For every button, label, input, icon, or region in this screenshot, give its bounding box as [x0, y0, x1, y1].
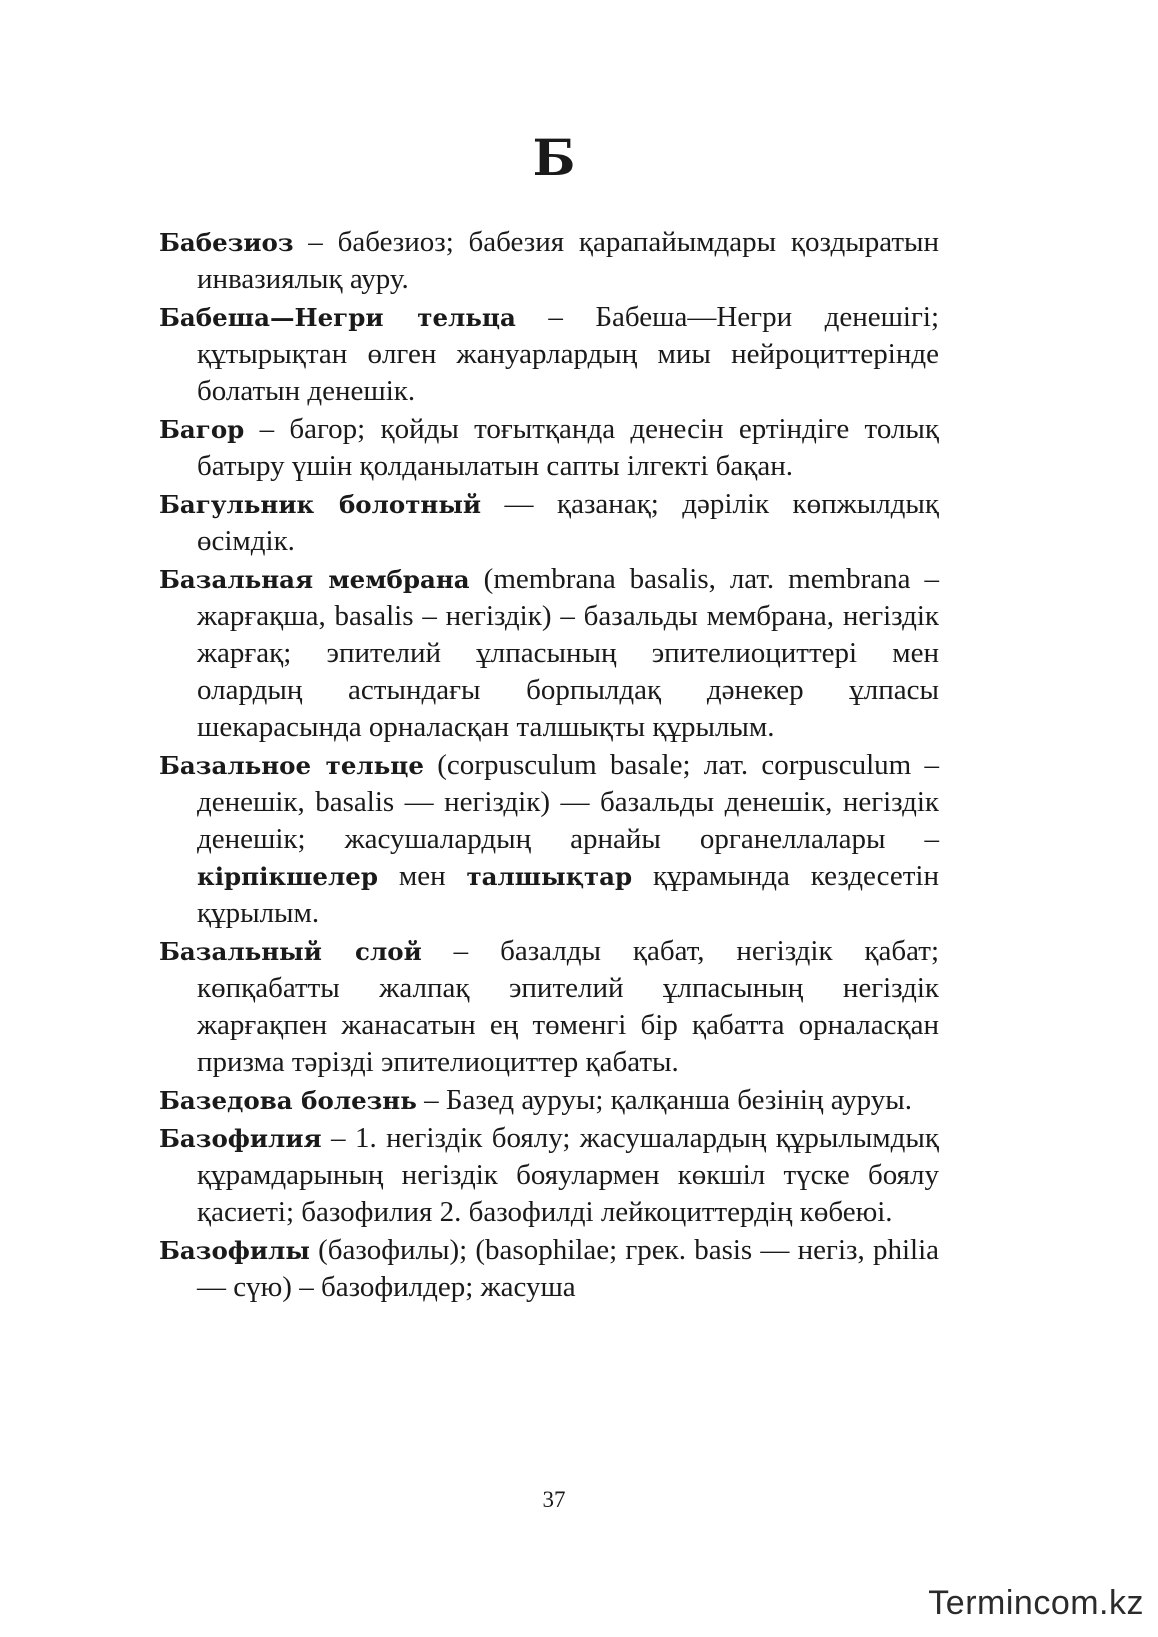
entry-term: Базальное тельце	[159, 751, 424, 780]
entry-definition: – багор; қойды тоғытқанда денесін ертіндіге толық батыру үшін қолданылатын сапты ілгекті бақан.	[197, 413, 939, 482]
entry-term: Бабезиоз	[159, 228, 294, 257]
entry-crossref: талшықтар	[466, 862, 633, 891]
entry-definition: мен	[377, 860, 467, 892]
entry-term: Базедова болезнь	[159, 1086, 417, 1115]
dictionary-entry	[159, 1120, 939, 1231]
entry-definition: – бабезиоз; бабезия қарапайымдары қоздыратын инвазиялық ауру.	[197, 226, 939, 295]
entry-term: Базофилия	[159, 1124, 322, 1153]
entry-definition: – 1. негіздік боялу; жасушалардың құрылымдық құрамдарының негіздік бояулармен көкшіл түске боялу қасиеті; базофилия 2. базофилді лейкоциттердің көбеюі.	[197, 1122, 939, 1228]
entry-term: Багор	[159, 415, 245, 444]
dictionary-entry	[159, 561, 939, 746]
dictionary-entry	[159, 486, 939, 560]
dictionary-entry	[159, 224, 939, 298]
entry-definition: (corpusculum basale; лат. corpusculum – денешік, basalis — негіздік) — базальды денешік, негіздік денешік; жасушалардың арнайы органеллалары –	[197, 749, 939, 855]
entry-term: Бабеша—Негри тельца	[159, 303, 516, 332]
entry-definition: құрамында кездесетін құрылым.	[197, 860, 939, 929]
entry-term: Базофилы	[159, 1236, 310, 1265]
entry-definition: – Бабеша—Негри денешігі; құтырықтан өлген жануарлардың миы нейроциттерінде болатын денешік.	[197, 301, 939, 407]
entry-definition: – Базед ауруы; қалқанша безінің ауруы.	[416, 1084, 912, 1116]
dictionary-entry	[159, 1232, 939, 1306]
entry-term: Багульник болотный	[159, 490, 482, 519]
entry-term: Базальная мембрана	[159, 565, 470, 594]
entry-definition: — қазанақ; дәрілік көпжылдық өсімдік.	[197, 488, 939, 557]
watermark-logo: Termincom.kz	[928, 1584, 1144, 1622]
entry-definition: (базофилы); (basophilae; грек. basis — негіз, philia — сүю) – базофилдер; жасуша	[197, 1234, 939, 1303]
dictionary-entry	[159, 933, 939, 1081]
entry-crossref: кірпікшелер	[197, 862, 378, 891]
dictionary-entry	[159, 411, 939, 485]
entry-term: Базальный слой	[159, 937, 422, 966]
page-number: 37	[542, 1487, 566, 1512]
dictionary-entries	[159, 224, 939, 1307]
dictionary-entry	[159, 747, 939, 932]
section-letter: Б	[532, 128, 576, 187]
entry-definition: – базалды қабат, негіздік қабат; көпқабатты жалпақ эпителий ұлпасының негіздік жарғақпен жанасатын ең төменгі бір қабатта орналасқан призма тәрізді эпителиоциттер қабаты.	[197, 935, 940, 1078]
dictionary-entry	[159, 1082, 939, 1119]
dictionary-entry	[159, 299, 939, 410]
entry-definition: (membrana basalis, лат. membrana – жарғақша, basalis – негіздік) – базальды мембрана, негіздік жарғақ; эпителий ұлпасының эпителиоциттері мен олардың астындағы борпылдақ дәнекер ұлпасы шекарасында орналасқан талшықты құрылым.	[197, 563, 939, 743]
